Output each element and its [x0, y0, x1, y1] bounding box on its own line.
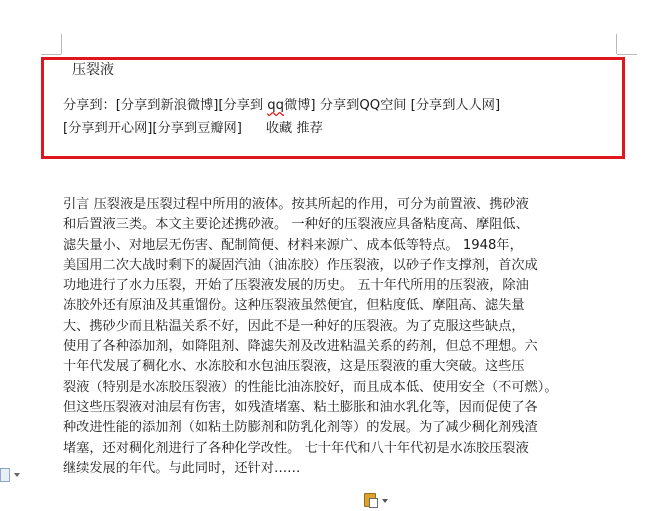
document-title: 压裂液 [72, 62, 114, 78]
red-highlight-box [41, 57, 625, 159]
body-line: 和后置液三类。本文主要论述携砂液。 一种好的压裂液应具备粘度高、摩阻低、 [63, 217, 529, 233]
chevron-down-icon[interactable] [14, 473, 20, 477]
body-line: 十年代发展了稠化水、水冻胶和水包油压裂液，这是压裂液的重大突破。这些压 [63, 359, 525, 375]
crop-mark-top-right-h [617, 54, 637, 55]
share-renren-link[interactable]: [分享到人人网] [410, 98, 501, 113]
body-line: 种改进性能的添加剂（如粘土防膨剂和防乳化剂等）的发展。为了减少稠化剂残渣 [63, 420, 538, 436]
chevron-down-icon[interactable] [382, 499, 388, 503]
body-line: 大、携砂少而且粘温关系不好，因此不是一种好的压裂液。为了克服这些缺点， [63, 318, 525, 334]
body-line: 继续发展的年代。与此同时，还针对…… [63, 460, 301, 476]
recommend-link[interactable]: 推荐 [296, 121, 323, 136]
collect-link[interactable]: 收藏 [265, 121, 293, 136]
share-douban-link[interactable]: [分享到豆瓣网] [152, 121, 242, 136]
share-qq-weibo-before: [分享到 [218, 98, 264, 113]
body-line: 但这些压裂液对油层有伤害，如残渣堵塞、粘土膨胀和油水乳化等，因而促使了各 [63, 399, 538, 415]
body-line: 美国用二次大战时剩下的凝固汽油（油冻胶）作压裂液，以砂子作支撑剂，首次成 [63, 257, 538, 273]
sheet-icon [369, 498, 378, 508]
document-view-icon[interactable] [0, 468, 10, 482]
crop-mark-top-left [61, 34, 62, 54]
body-line: 堵塞，还对稠化剂进行了各种化学改性。 七十年代和八十年代初是水冻胶压裂液 [63, 440, 529, 456]
body-line: 冻胶外还有原油及其重馏份。这种压裂液虽然便宜，但粘度低、摩阻高、滤失量 [63, 298, 525, 314]
body-line: 使用了各种添加剂，如降阻剂、降滤失剂及改进粘温关系的药剂，但总不理想。六 [63, 339, 538, 355]
paste-options-icon[interactable] [363, 492, 379, 508]
crop-mark-top-right [616, 34, 617, 54]
share-prefix: 分享到： [63, 98, 116, 113]
crop-mark-top-left-h [41, 54, 61, 55]
share-qq-mark: qq [267, 98, 285, 113]
document-body [63, 195, 623, 479]
body-line: 滤失量小、对地层无伤害、配制简便、材料来源广、成本低等特点。 1948年， [63, 237, 523, 253]
body-line: 引言 压裂液是压裂过程中所用的液体。按其所起的作用，可分为前置液、携砂液 [63, 197, 529, 212]
share-weibo-link[interactable]: [分享到新浪微博] [115, 98, 219, 113]
body-line: 裂液（特别是水冻胶压裂液）的性能比油冻胶好，而且成本低、使用安全（不可燃）。 [63, 379, 558, 395]
body-line: 功地进行了水力压裂，开始了压裂液发展的历史。 五十年代所用的压裂液，除油 [63, 278, 529, 294]
share-qq-weibo-after: 微博] [284, 98, 316, 113]
share-qzone-link[interactable]: 分享到QQ空间 [319, 98, 407, 113]
share-kaixin-link[interactable]: [分享到开心网] [63, 121, 153, 136]
